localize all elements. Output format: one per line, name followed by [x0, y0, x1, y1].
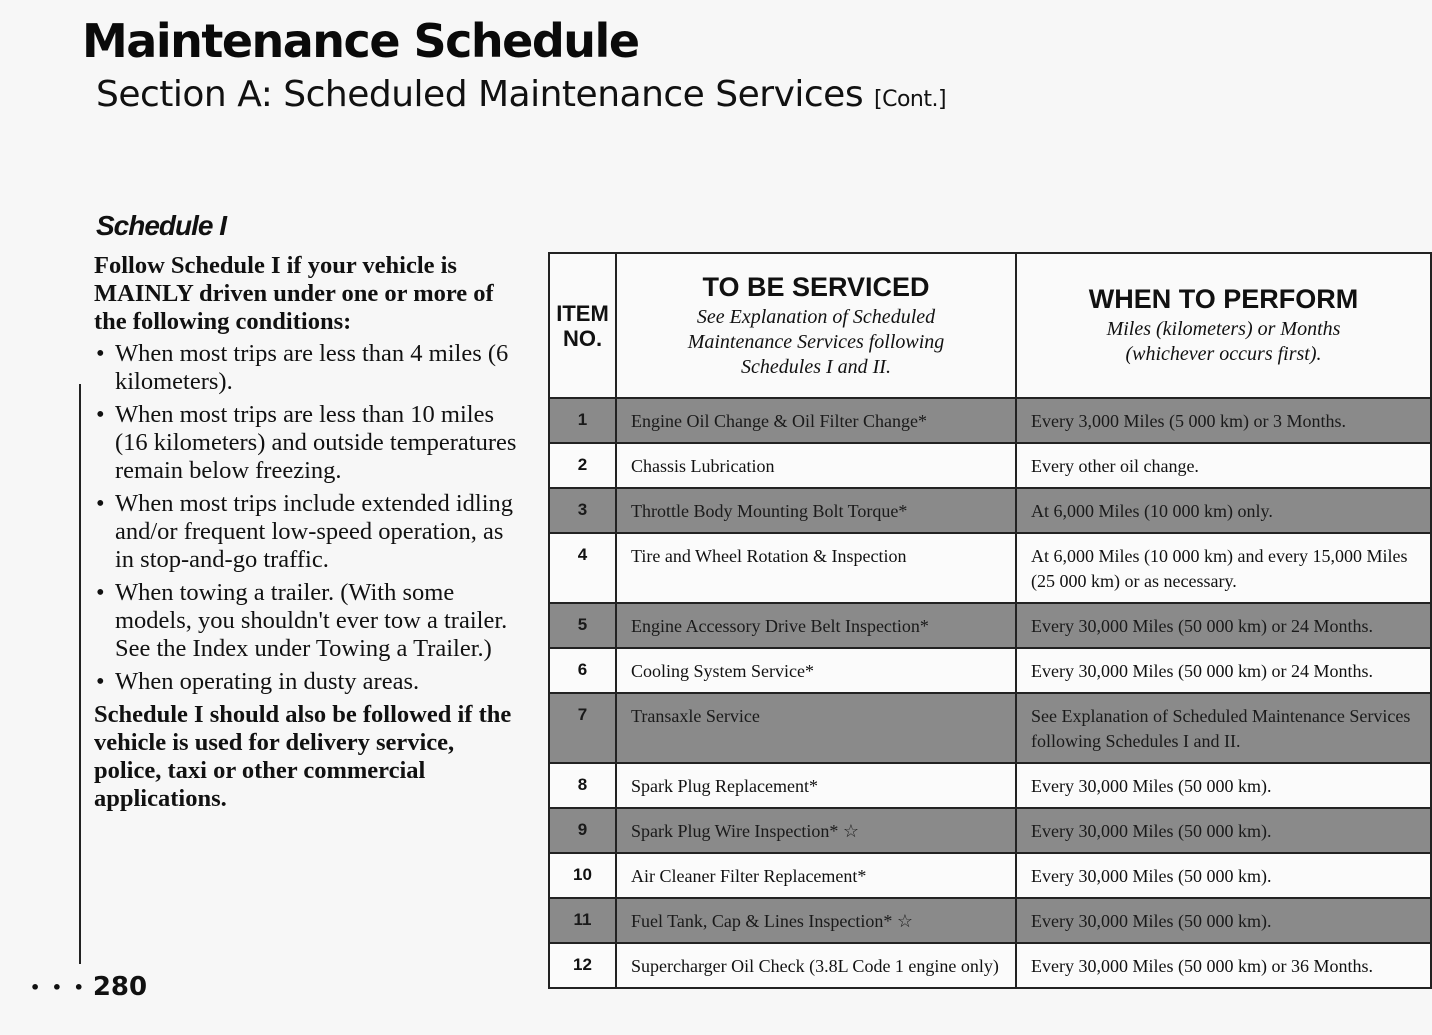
bullet-icon: • [96, 340, 105, 367]
header-to-be-serviced [616, 253, 1016, 398]
table-header-row [549, 253, 1431, 398]
subtitle-cont-note: [Cont.] [874, 87, 947, 112]
service-cell: Chassis Lubrication [616, 443, 1016, 488]
condition-text: When most trips are less than 4 miles (6 kilometers). [115, 340, 509, 395]
when-cell: Every 30,000 Miles (50 000 km). [1016, 808, 1431, 853]
when-cell: Every 30,000 Miles (50 000 km). [1016, 853, 1431, 898]
table-row [549, 533, 1431, 603]
table-row [549, 808, 1431, 853]
condition-text: When most trips are less than 10 miles (16 kilometers) and outside temperatures remain below freezing. [115, 401, 517, 484]
when-cell: Every 3,000 Miles (5 000 km) or 3 Months. [1016, 398, 1431, 443]
page-number [30, 972, 147, 1002]
condition-item [94, 340, 526, 396]
header-when-to-perform [1016, 253, 1431, 398]
item-number: 1 [549, 398, 616, 443]
table-row [549, 443, 1431, 488]
header-service-title: TO BE SERVICED [702, 271, 930, 302]
header-when-note: Miles (kilometers) or Months (whichever occurs first). [1106, 318, 1341, 365]
item-number: 10 [549, 853, 616, 898]
item-number: 5 [549, 603, 616, 648]
service-cell: Throttle Body Mounting Bolt Torque* [616, 488, 1016, 533]
item-number: 2 [549, 443, 616, 488]
service-cell: Spark Plug Wire Inspection* ☆ [616, 808, 1016, 853]
table-row [549, 763, 1431, 808]
table-row [549, 488, 1431, 533]
subtitle-text: Section A: Scheduled Maintenance Services [96, 74, 864, 115]
service-cell: Engine Accessory Drive Belt Inspection* [616, 603, 1016, 648]
page-title: Maintenance Schedule [82, 14, 639, 68]
page-dots: • • • [30, 978, 87, 997]
table-row [549, 853, 1431, 898]
condition-text: When towing a trailer. (With some models, you shouldn't ever tow a trailer. See the Index under Towing a Trailer.) [115, 579, 508, 662]
bullet-icon: • [96, 401, 105, 428]
table-row [549, 398, 1431, 443]
item-number: 11 [549, 898, 616, 943]
item-number: 3 [549, 488, 616, 533]
condition-list [94, 340, 526, 696]
when-cell: Every 30,000 Miles (50 000 km). [1016, 763, 1431, 808]
service-cell: Engine Oil Change & Oil Filter Change* [616, 398, 1016, 443]
service-cell: Transaxle Service [616, 693, 1016, 763]
table-body [549, 398, 1431, 988]
service-cell: Air Cleaner Filter Replacement* [616, 853, 1016, 898]
table-row [549, 943, 1431, 988]
when-cell: Every other oil change. [1016, 443, 1431, 488]
schedule-closing: Schedule I should also be followed if the vehicle is used for delivery service, police, taxi or other commercial applications. [94, 701, 512, 812]
service-cell: Cooling System Service* [616, 648, 1016, 693]
when-cell: Every 30,000 Miles (50 000 km) or 36 Months. [1016, 943, 1431, 988]
service-cell: Fuel Tank, Cap & Lines Inspection* ☆ [616, 898, 1016, 943]
when-cell: Every 30,000 Miles (50 000 km) or 24 Months. [1016, 648, 1431, 693]
header-item-label: ITEM NO. [556, 300, 609, 351]
condition-text: When most trips include extended idling and/or frequent low-speed operation, as in stop-and-go traffic. [115, 490, 514, 573]
margin-rule [79, 384, 81, 964]
when-cell: See Explanation of Scheduled Maintenance Services following Schedules I and II. [1016, 693, 1431, 763]
schedule-conditions [94, 252, 526, 813]
item-number: 12 [549, 943, 616, 988]
condition-item [94, 579, 526, 663]
header-when-title: WHEN TO PERFORM [1088, 284, 1359, 314]
bullet-icon: • [96, 579, 105, 606]
item-number: 8 [549, 763, 616, 808]
condition-item [94, 668, 526, 696]
when-cell: At 6,000 Miles (10 000 km) and every 15,000 Miles (25 000 km) or as necessary. [1016, 533, 1431, 603]
item-number: 6 [549, 648, 616, 693]
bullet-icon: • [96, 490, 105, 517]
service-cell: Tire and Wheel Rotation & Inspection [616, 533, 1016, 603]
schedule-intro: Follow Schedule I if your vehicle is MAINLY driven under one or more of the following conditions: [94, 252, 494, 335]
bullet-icon: • [96, 668, 105, 695]
when-cell: At 6,000 Miles (10 000 km) only. [1016, 488, 1431, 533]
condition-item [94, 490, 526, 574]
condition-text: When operating in dusty areas. [115, 668, 420, 695]
when-cell: Every 30,000 Miles (50 000 km) or 24 Months. [1016, 603, 1431, 648]
when-cell: Every 30,000 Miles (50 000 km). [1016, 898, 1431, 943]
table-row [549, 898, 1431, 943]
page-number-text: 280 [92, 972, 148, 1002]
maintenance-table [548, 252, 1432, 989]
item-number: 7 [549, 693, 616, 763]
table-row [549, 603, 1431, 648]
table-row [549, 648, 1431, 693]
condition-item [94, 401, 526, 485]
service-cell: Supercharger Oil Check (3.8L Code 1 engine only) [616, 943, 1016, 988]
service-cell: Spark Plug Replacement* [616, 763, 1016, 808]
item-number: 9 [549, 808, 616, 853]
header-item-no [549, 253, 616, 398]
section-subtitle [96, 74, 946, 115]
table-row [549, 693, 1431, 763]
schedule-heading: Schedule I [96, 210, 227, 241]
header-service-note: See Explanation of Scheduled Maintenance Services following Schedules I and II. [687, 305, 945, 378]
item-number: 4 [549, 533, 616, 603]
